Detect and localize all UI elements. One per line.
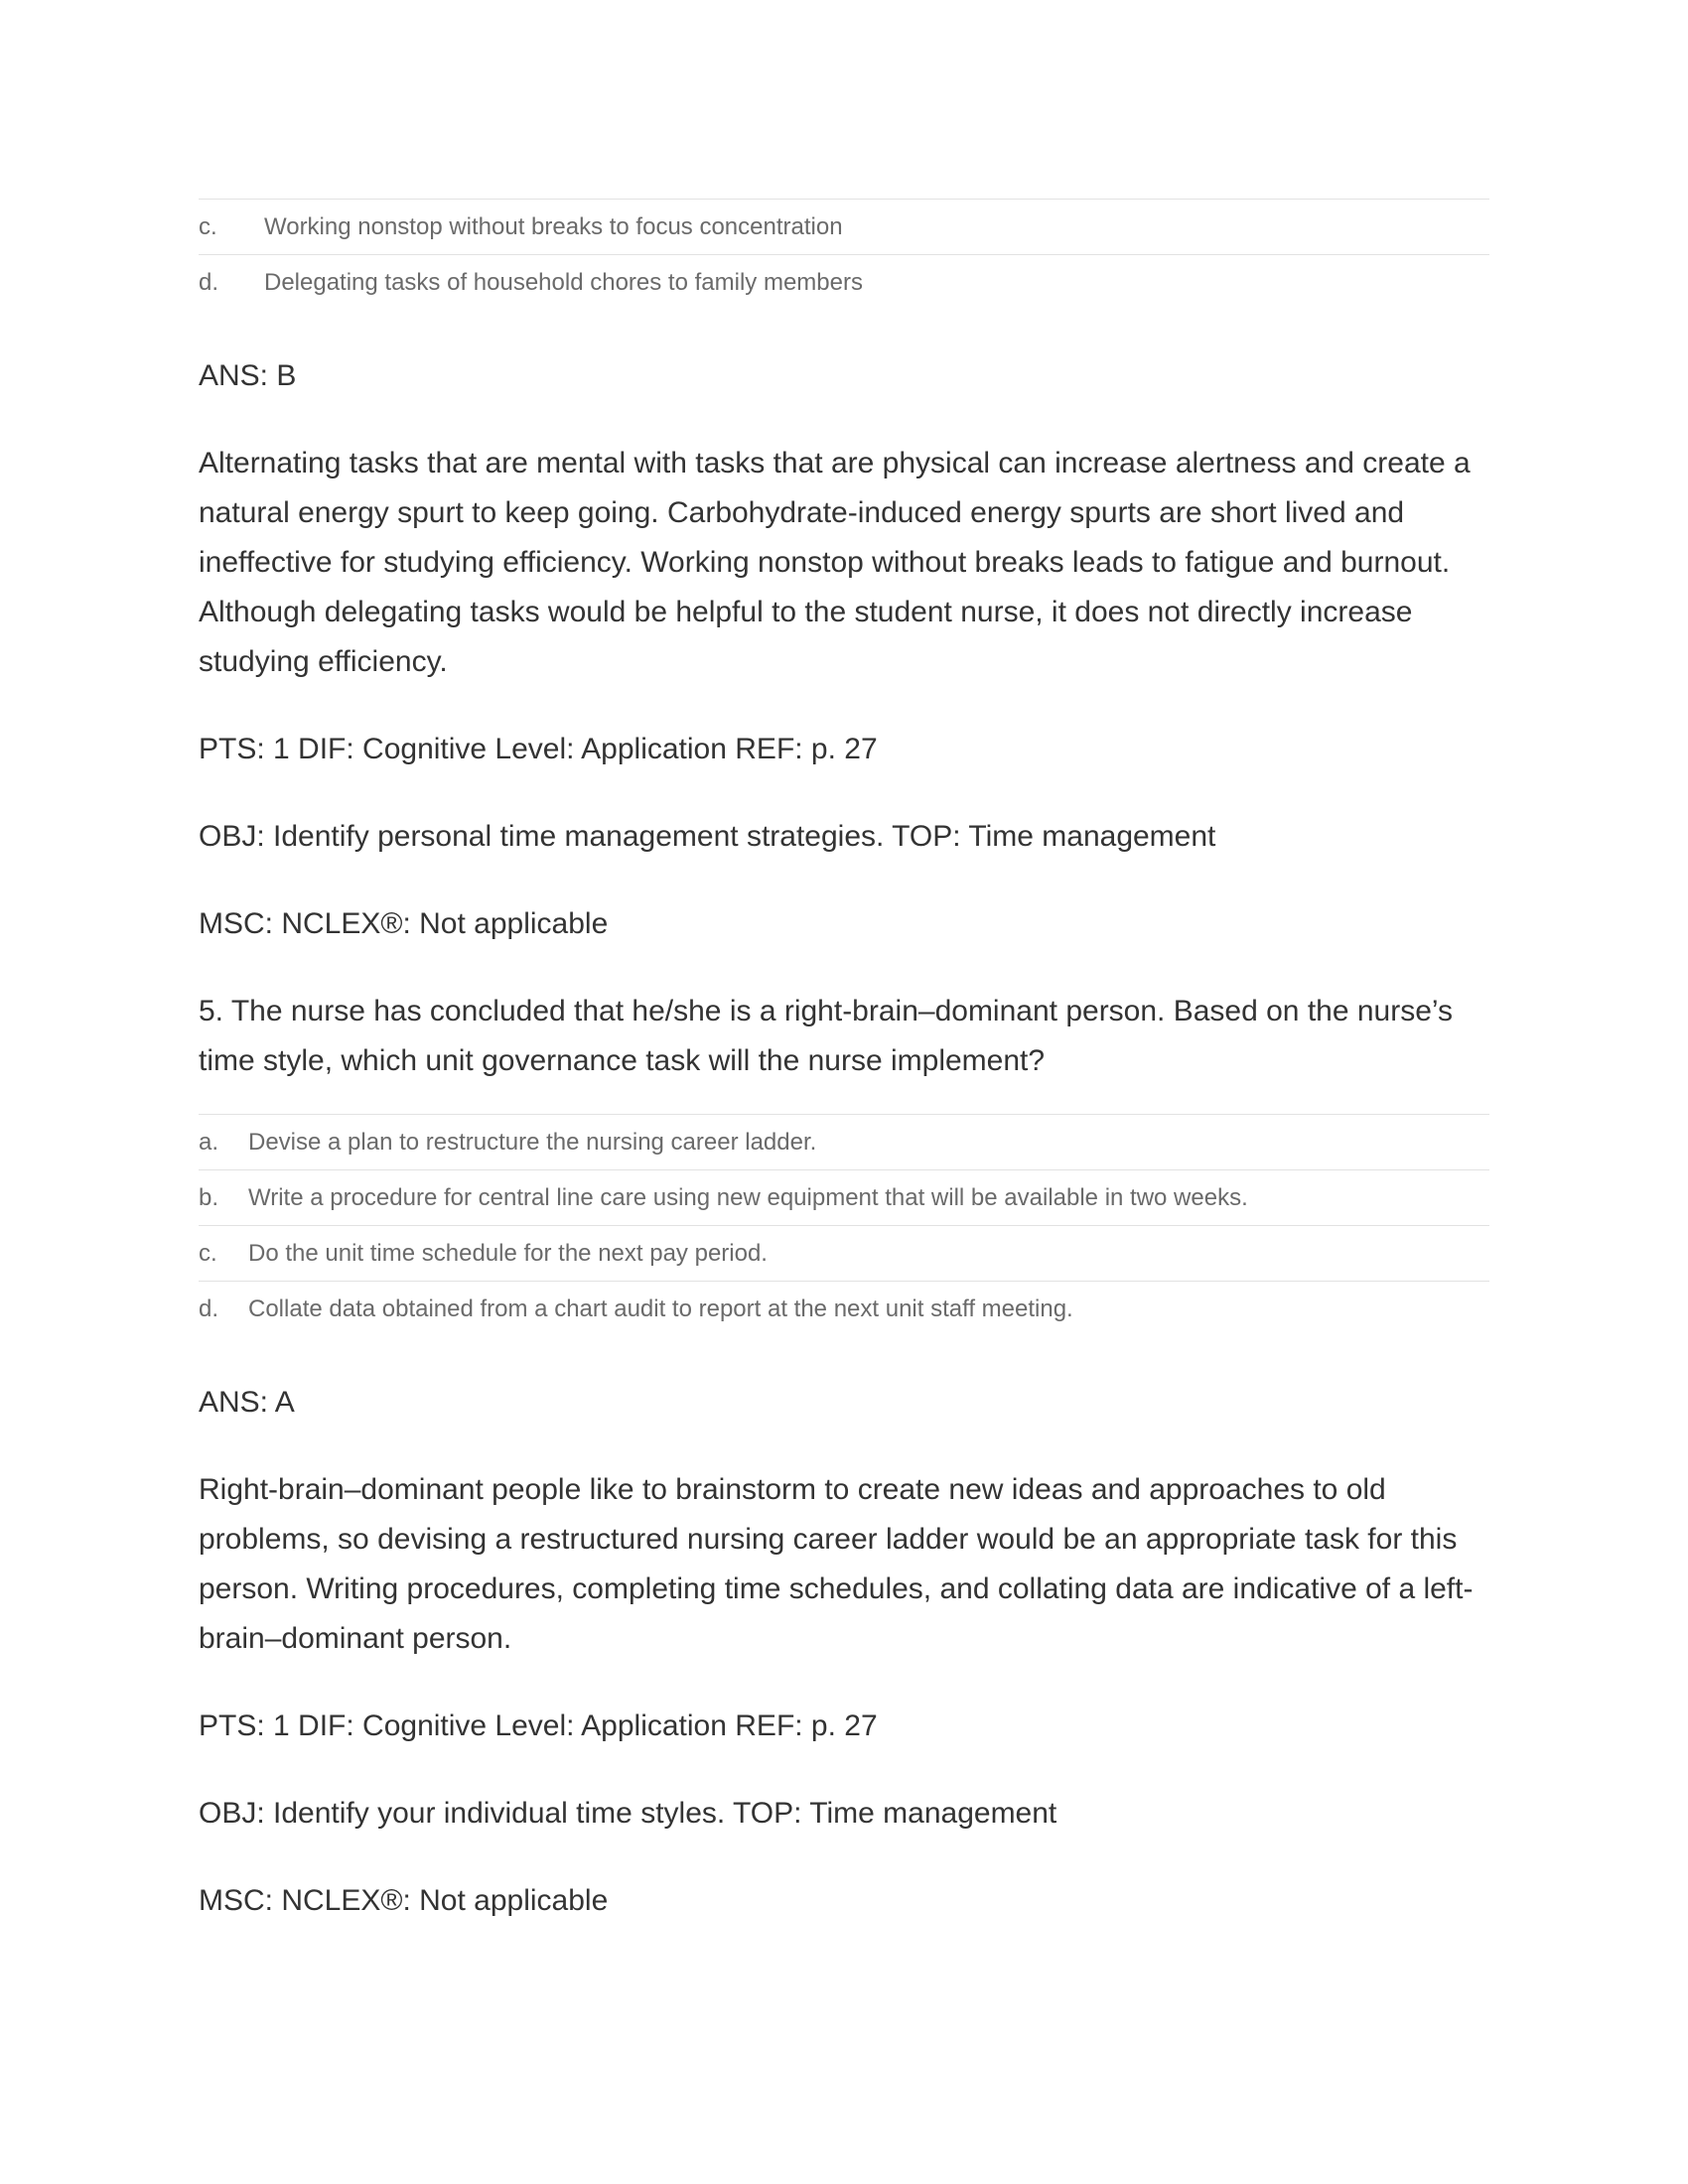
option-text: Working nonstop without breaks to focus concentration — [264, 212, 843, 240]
q4-rationale: Alternating tasks that are mental with tasks that are physical can increase alertness and create a natural energy spurt to keep going. Carbohydrate-induced energy spurts are short lived and ineffective for studying efficiency. Working nonstop without breaks leads to fatigue and burnout. Although delegating tasks would be helpful to the student nurse, it does not directly increase studying efficiency. — [199, 447, 1471, 678]
option-letter: c. — [199, 212, 217, 240]
option-text: Collate data obtained from a chart audit to report at the next unit staff meeting. — [248, 1295, 1073, 1322]
q4-answer: ANS: B — [199, 359, 297, 392]
option-letter: b. — [199, 1183, 219, 1211]
option-text: Write a procedure for central line care using new equipment that will be available in two weeks. — [248, 1183, 1248, 1211]
option-letter: a. — [199, 1128, 219, 1156]
q5-pts: PTS: 1 DIF: Cognitive Level: Application REF: p. 27 — [199, 1709, 878, 1742]
q5-option-d — [199, 1282, 1489, 1336]
document-page — [199, 199, 1489, 1926]
q5-msc: MSC: NCLEX®: Not applicable — [199, 1884, 609, 1917]
q4-option-d — [199, 255, 1489, 310]
q4-option-c — [199, 200, 1489, 255]
q5-option-c — [199, 1226, 1489, 1282]
q4-options-list — [199, 199, 1489, 310]
q4-pts: PTS: 1 DIF: Cognitive Level: Application REF: p. 27 — [199, 733, 878, 765]
q5-option-a — [199, 1115, 1489, 1170]
option-letter: d. — [199, 1295, 219, 1322]
q5-option-b — [199, 1170, 1489, 1226]
q5-rationale: Right-brain–dominant people like to brainstorm to create new ideas and approaches to old problems, so devising a restructured nursing career ladder would be an appropriate task for this person. Writing procedures, completing time schedules, and collating data are indicative of a left-brain–dominant person. — [199, 1473, 1474, 1655]
option-text: Delegating tasks of household chores to family members — [264, 268, 863, 296]
option-text: Devise a plan to restructure the nursing career ladder. — [248, 1128, 817, 1156]
q5-options-list — [199, 1114, 1489, 1336]
option-letter: c. — [199, 1239, 217, 1267]
q4-obj: OBJ: Identify personal time management strategies. TOP: Time management — [199, 820, 1216, 853]
option-letter: d. — [199, 268, 219, 296]
q5-obj: OBJ: Identify your individual time styles. TOP: Time management — [199, 1797, 1057, 1830]
q4-msc: MSC: NCLEX®: Not applicable — [199, 907, 609, 940]
q5-answer: ANS: A — [199, 1386, 295, 1419]
q5-question: 5. The nurse has concluded that he/she is a right-brain–dominant person. Based on the nurse’s time style, which unit governance task will the nurse implement? — [199, 995, 1454, 1077]
option-text: Do the unit time schedule for the next pay period. — [248, 1239, 768, 1267]
